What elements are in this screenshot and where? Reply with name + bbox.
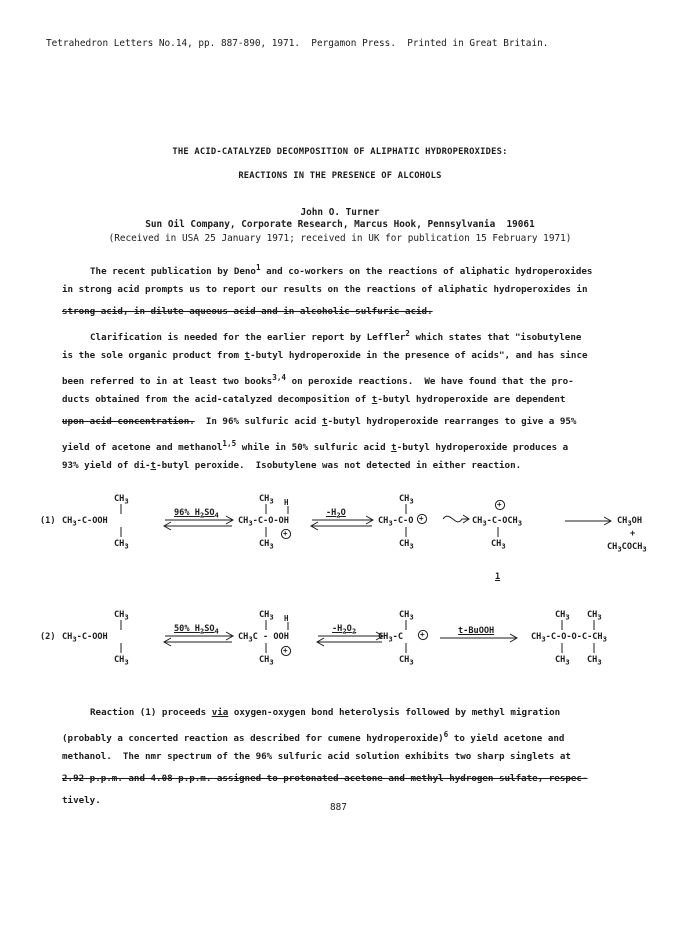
r1-int1-bottom: $CH_3$ xyxy=(259,539,274,551)
r1-reactant-main: $CH_3-C$-OOH xyxy=(62,516,108,528)
r1-int3-main: $CH_3-C-OCH_3$ xyxy=(472,516,523,528)
p3-line-5: tively. xyxy=(62,795,101,806)
r2-tbuooh: t-BuOOH xyxy=(458,626,495,636)
author-affiliation: Sun Oil Company, Corporate Research, Marcus Hook, Pennsylvania 19061 xyxy=(145,219,535,230)
r2-product-main: $CH_3-C-O-O-C-CH_3$ xyxy=(531,632,607,644)
p2-line-4: ducts obtained from the acid-catalyzed decomposition of t-butyl hydroperoxide are dependent xyxy=(62,394,566,405)
p3-line-1: Reaction (1) proceeds via oxygen-oxygen bond heterolysis followed by methyl migration xyxy=(90,707,561,718)
paper-title-line-2: REACTIONS IN THE PRESENCE OF ALCOHOLS xyxy=(238,171,442,181)
r1-int2-top: $CH_3$ xyxy=(399,494,414,506)
r2-int1-main: $CH_3C$ - OOH xyxy=(238,632,289,644)
r2-int1-top: $CH_3$ xyxy=(259,610,274,622)
p2-line-3: been referred to in at least two books$^{3,4}$ on peroxide reactions. We have found that the pro- xyxy=(62,373,574,388)
r1-int2-main: $CH_3-C-O$ xyxy=(378,516,414,528)
r1-int1-top: $CH_3$ xyxy=(259,494,274,506)
p3-line-4: 2.92 p.p.m. and 4.08 p.p.m. assigned to protonated acetone and methyl hydrogen sulfate, respec- xyxy=(62,773,588,784)
r1-water-loss: $-H_2O$ xyxy=(326,508,346,520)
r1-int3-charge: + xyxy=(497,500,502,509)
r1-reactant-bottom: $CH_3$ xyxy=(114,539,129,551)
r1-product-acetone: $CH_3COCH_3$ xyxy=(607,542,647,554)
page-number: 887 xyxy=(330,802,347,813)
r2-reactant-main: $CH_3-C$-OOH xyxy=(62,632,108,644)
p1-line-2: in strong acid prompts us to report our results on the reactions of aliphatic hydroperoxides in xyxy=(62,284,588,295)
p1-line-3: strong acid, in dilute aqueous acid and in alcoholic sulfuric acid. xyxy=(62,306,433,317)
p3-line-2: (probably a concerted reaction as described for cumene hydroperoxide)$^6$ to yield acetone and xyxy=(62,730,565,745)
r2-int1-h: H xyxy=(284,614,289,623)
r2-int2-main: $CH_3-C$ xyxy=(378,632,404,644)
r1-int1-main: $CH_3-C-O-OH$ xyxy=(238,516,289,528)
p2-line-1: Clarification is needed for the earlier report by Leffler$^2$ which states that "isobutylene xyxy=(90,329,582,344)
r2-product-bottom-b: $CH_3$ xyxy=(587,655,602,667)
r1-int2-charge: + xyxy=(419,514,424,523)
ref-6: 6 xyxy=(443,730,449,739)
r2-int1-bottom: $CH_3$ xyxy=(259,655,274,667)
p2-line-7: 93% yield of di-t-butyl peroxide. Isobutylene was not detected in either reaction. xyxy=(62,460,522,471)
r2-int2-bottom: $CH_3$ xyxy=(399,655,414,667)
publisher: Pergamon Press. xyxy=(311,38,396,49)
compound-number-1: 1 xyxy=(495,572,501,582)
r2-label: (2) xyxy=(40,632,56,642)
r1-label: (1) xyxy=(40,516,56,526)
p2-line-6: yield of acetone and methanol$^{1,5}$ while in 50% sulfuric acid t-butyl hydroperoxide produces a xyxy=(62,439,569,454)
r2-int2-charge: + xyxy=(420,630,425,639)
ref-1: 1 xyxy=(255,263,261,272)
r1-int1-charge: + xyxy=(283,529,288,538)
r1-int3-bottom: $CH_3$ xyxy=(491,539,506,551)
author-name: John O. Turner xyxy=(300,207,380,218)
r1-product-plus: + xyxy=(630,529,636,539)
r1-int1-h: H xyxy=(284,498,289,507)
ref-2: 2 xyxy=(405,329,410,338)
r2-int2-top: $CH_3$ xyxy=(399,610,414,622)
r2-int1-charge: + xyxy=(283,646,288,655)
r2-product-top-b: $CH_3$ xyxy=(587,610,602,622)
r2-peroxide-loss: $-H_2O_2$ xyxy=(332,624,357,636)
r1-int2-bottom: $CH_3$ xyxy=(399,539,414,551)
r2-reactant-top: $CH_3$ xyxy=(114,610,129,622)
p2-line-5: upon acid concentration. In 96% sulfuric acid t-butyl hydroperoxide rearranges to give a 95% xyxy=(62,416,577,427)
ref-1-5: 1,5 xyxy=(222,439,237,448)
ref-3-4: 3,4 xyxy=(272,373,287,382)
r2-product-bottom-a: $CH_3$ xyxy=(555,655,570,667)
r1-product-methanol: $CH_3OH$ xyxy=(617,516,643,528)
p1-line-1: The recent publication by Deno$^1$ and co-workers on the reactions of aliphatic hydroperoxides xyxy=(90,263,593,278)
r1-reactant-top: $CH_3$ xyxy=(114,494,129,506)
printed-note: Printed in Great Britain. xyxy=(407,38,549,49)
p3-line-3: methanol. The nmr spectrum of the 96% sulfuric acid solution exhibits two sharp singlets at xyxy=(62,751,571,762)
r2-reagent: 50% $H_2SO_4$ xyxy=(174,624,219,636)
r1-reagent: 96% $H_2SO_4$ xyxy=(174,508,219,520)
paper-title-line-1: THE ACID-CATALYZED DECOMPOSITION OF ALIPHATIC HYDROPEROXIDES: xyxy=(172,147,508,157)
p2-line-2: is the sole organic product from t-butyl hydroperoxide in the presence of acids", and has since xyxy=(62,350,588,361)
r2-product-top-a: $CH_3$ xyxy=(555,610,570,622)
received-dates: (Received in USA 25 January 1971; received in UK for publication 15 February 1971) xyxy=(108,233,572,244)
r2-reactant-bottom: $CH_3$ xyxy=(114,655,129,667)
journal-citation: Tetrahedron Letters No.14, pp. 887-890, 1971. xyxy=(46,38,300,49)
